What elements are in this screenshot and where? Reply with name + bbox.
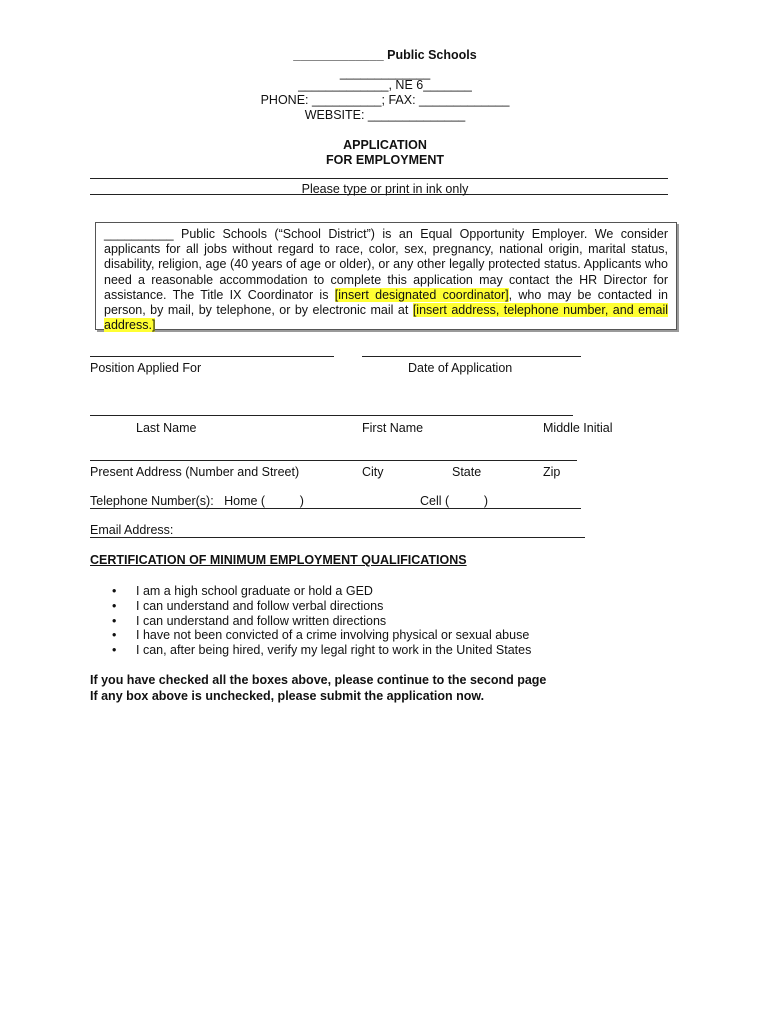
list-item: [112, 643, 531, 658]
district-name-line: _____________ Public Schools: [293, 48, 477, 62]
bullet-icon: •: [112, 584, 117, 598]
last-name-label: Last Name: [136, 421, 197, 435]
position-applied-for-label: Position Applied For: [90, 361, 202, 375]
cell-label: Cell ( ): [420, 494, 489, 508]
bullet-icon: •: [112, 643, 117, 658]
header-phone-fax-line: PHONE: __________; FAX: _____________: [260, 93, 510, 107]
notice-part-1: __________ Public Schools (“School District”) is an Equal Opportunity Employer. We consider applicants for all jobs without regard to race, color, sex, pregnancy, national origin, marital status, disability, religion, age (40 years of age or older), or any other legally protected status. Applicants who need a reasonable accommodation to complete this application may contact the HR Director for assistance. The Title IX Coordinator is: [104, 227, 668, 302]
notice-part-2: , who may be contacted in person, by mail, by telephone, or by electronic mail at: [104, 287, 668, 318]
header-website-line: WEBSITE: ______________: [304, 108, 466, 122]
qualification-text: I can understand and follow verbal directions: [136, 598, 384, 613]
title-line-2: FOR EMPLOYMENT: [325, 153, 445, 167]
closing-instruction-unchecked: If any box above is unchecked, please submit the application now.: [90, 689, 485, 703]
closing-instruction-checked: If you have checked all the boxes above, please continue to the second page: [90, 673, 547, 687]
notice-highlight-coordinator: [insert designated coordinator]: [334, 287, 509, 302]
present-address-label: Present Address (Number and Street): [90, 465, 300, 479]
notice-highlight-contact: [insert address, telephone number, and email address.]: [104, 303, 669, 333]
email-address-label: Email Address:: [90, 523, 174, 537]
name-line[interactable]: [90, 415, 573, 416]
date-of-application-line[interactable]: [362, 356, 581, 357]
bullet-icon: •: [112, 613, 117, 628]
header-address-line: _____________, NE 6_______: [298, 78, 472, 92]
title-line-1: APPLICATION: [343, 138, 427, 152]
qualification-text: I can, after being hired, verify my legal right to work in the United States: [136, 643, 532, 658]
list-item: [112, 584, 531, 599]
header-blank-line: _____________: [339, 66, 431, 80]
qualification-text: I have not been convicted of a crime involving physical or sexual abuse: [136, 628, 530, 643]
state-label: State: [452, 465, 482, 479]
instruction-label: Please type or print in ink only: [301, 182, 469, 196]
list-item: [112, 614, 531, 629]
city-label: City: [362, 465, 384, 479]
telephone-line[interactable]: [90, 508, 581, 509]
header-divider-top: [90, 178, 668, 179]
bullet-icon: •: [112, 628, 117, 643]
list-item: [112, 599, 531, 614]
list-item: [112, 628, 531, 643]
bullet-icon: •: [112, 598, 117, 613]
position-applied-for-line[interactable]: [90, 356, 334, 357]
middle-initial-label: Middle Initial: [543, 421, 613, 435]
certification-heading: CERTIFICATION OF MINIMUM EMPLOYMENT QUALIFICATIONS: [90, 553, 467, 567]
instruction-text: [0, 182, 770, 197]
qualification-list: [112, 584, 531, 658]
qualification-text: I can understand and follow written directions: [136, 613, 387, 628]
zip-label: Zip: [543, 465, 561, 479]
telephone-label: Telephone Number(s): Home ( ): [90, 494, 304, 508]
eeo-notice-text: [104, 227, 668, 333]
date-of-application-label: Date of Application: [408, 361, 513, 375]
address-line[interactable]: [90, 460, 577, 461]
email-address-line[interactable]: [90, 537, 585, 538]
first-name-label: First Name: [362, 421, 424, 435]
qualification-text: I am a high school graduate or hold a GED: [136, 584, 373, 598]
